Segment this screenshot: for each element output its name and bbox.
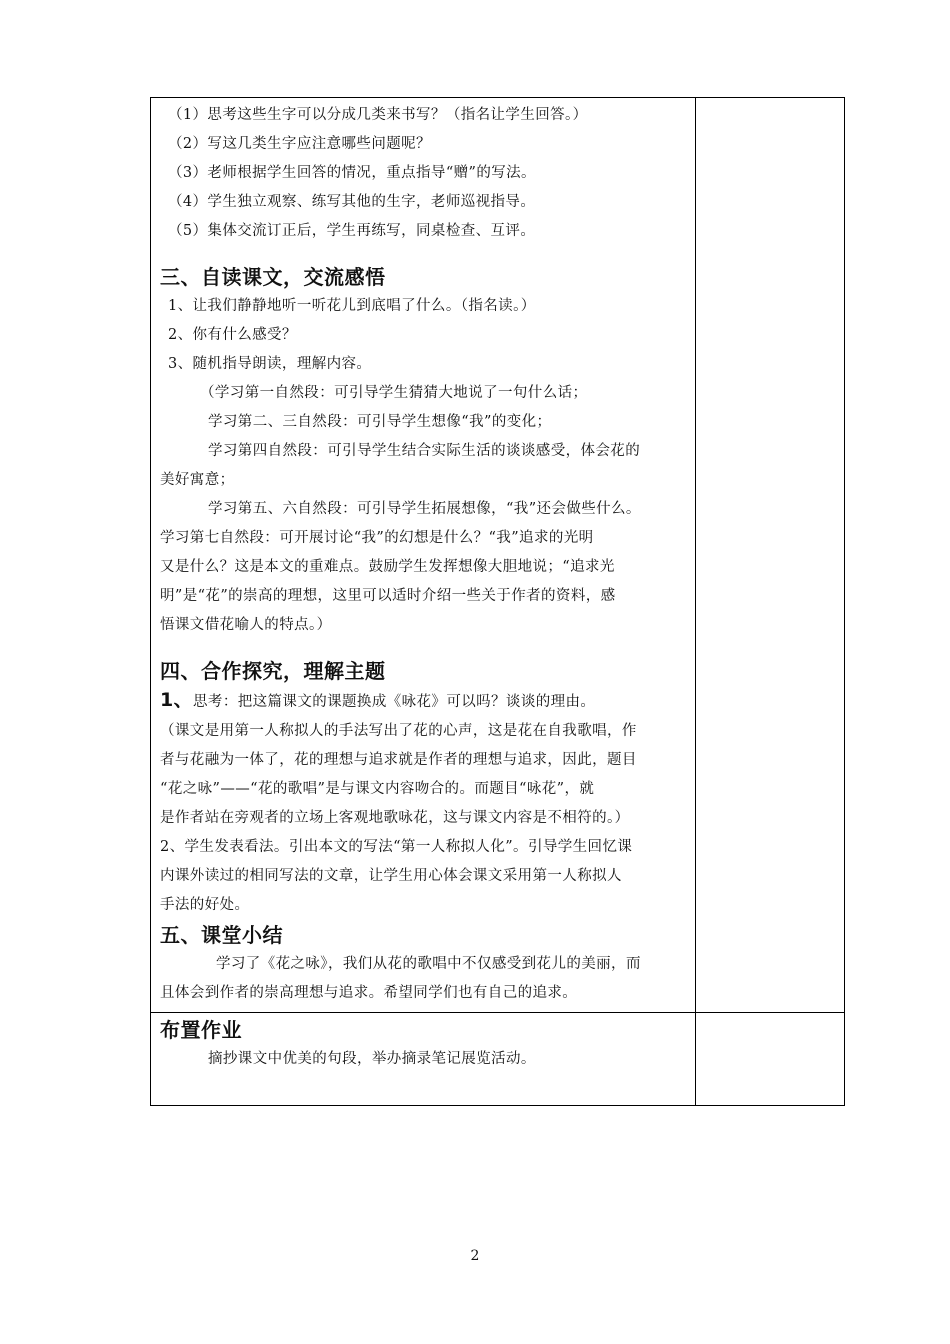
section-3-item-3: 3、随机指导朗读，理解内容。 (168, 356, 372, 372)
section-4-item-1-number: 1、 (160, 689, 194, 711)
section-3-item-2: 2、你有什么感受？ (168, 327, 297, 343)
notes-column-cell (695, 98, 844, 1013)
lesson-content-cell (151, 98, 696, 1013)
section-3-note-9: 悟课文借花喻人的特点。） (160, 617, 332, 633)
homework-heading: 布置作业 (160, 1018, 242, 1042)
section-4-item-1 (160, 686, 687, 717)
section-4-heading: 四、合作探究，理解主题 (160, 659, 386, 683)
section-5-line-2: 且体会到作者的崇高理想与追求。希望同学们也有自己的追求。 (160, 985, 578, 1001)
section-4-explain-3: “花之咏”——“花的歌唱”是与课文内容吻合的。而题目“咏花”，就 (160, 781, 595, 797)
section-3-note-5: 学习第五、六自然段：可引导学生拓展想像，“我”还会做些什么。 (208, 501, 641, 517)
page-number: 2 (470, 1248, 480, 1264)
section-3-heading: 三、自读课文，交流感悟 (160, 265, 386, 289)
section-3-note-6: 学习第七自然段：可开展讨论“我”的幻想是什么？“我”追求的光明 (160, 530, 594, 546)
step-4: （4）学生独立观察、练写其他的生字，老师巡视指导。 (168, 194, 536, 210)
section-4-explain-4: 是作者站在旁观者的立场上客观地歌咏花，这与课文内容是不相符的。） (160, 810, 630, 826)
step-5: （5）集体交流订正后，学生再练写，同桌检查、互评。 (168, 223, 536, 239)
section-3-note-2: 学习第二、三自然段：可引导学生想像“我”的变化； (208, 414, 552, 430)
section-3-note-4: 美好寓意； (160, 472, 235, 488)
homework-cell (151, 1013, 696, 1106)
section-4-item-2-line-2: 内课外读过的相同写法的文章，让学生用心体会课文采用第一人称拟人 (160, 868, 622, 884)
section-3-note-7: 又是什么？这是本文的重难点。鼓励学生发挥想像大胆地说；“追求光 (160, 559, 615, 575)
section-3-note-3: 学习第四自然段：可引导学生结合实际生活的谈谈感受，体会花的 (208, 443, 641, 459)
step-3: （3）老师根据学生回答的情况，重点指导“赠”的写法。 (168, 165, 536, 181)
section-4-item-2-line-1: 2、学生发表看法。引出本文的写法“第一人称拟人化”。引导学生回忆课 (160, 839, 633, 855)
section-4-item-2-line-3: 手法的好处。 (160, 897, 250, 913)
section-5-heading: 五、课堂小结 (160, 923, 283, 947)
table-row (151, 98, 845, 1013)
section-3-note-8: 明”是“花”的崇高的理想，这里可以适时介绍一些关于作者的资料，感 (160, 588, 616, 604)
section-4-explain-1: （课文是用第一人称拟人的手法写出了花的心声，这是花在自我歌唱，作 (160, 723, 637, 739)
section-5-line-1: 学习了《花之咏》，我们从花的歌唱中不仅感受到花儿的美丽，而 (216, 956, 641, 972)
step-1: （1）思考这些生字可以分成几类来书写？（指名让学生回答。） (168, 107, 588, 123)
lesson-plan-table (150, 97, 845, 1106)
section-4-explain-2: 者与花融为一体了，花的理想与追求就是作者的理想与追求，因此，题目 (160, 752, 637, 768)
table-row (151, 1013, 845, 1106)
section-4-item-1-text: 思考：把这篇课文的课题换成《咏花》可以吗？谈谈的理由。 (193, 694, 596, 710)
homework-notes-cell (695, 1013, 844, 1106)
step-2: （2）写这几类生字应注意哪些问题呢？ (168, 136, 431, 152)
section-3-note-1: （学习第一自然段：可引导学生猜猜大地说了一句什么话； (200, 385, 588, 401)
section-3-item-1: 1、让我们静静地听一听花儿到底唱了什么。（指名读。） (168, 298, 536, 314)
homework-text: 摘抄课文中优美的句段，举办摘录笔记展览活动。 (208, 1051, 536, 1067)
